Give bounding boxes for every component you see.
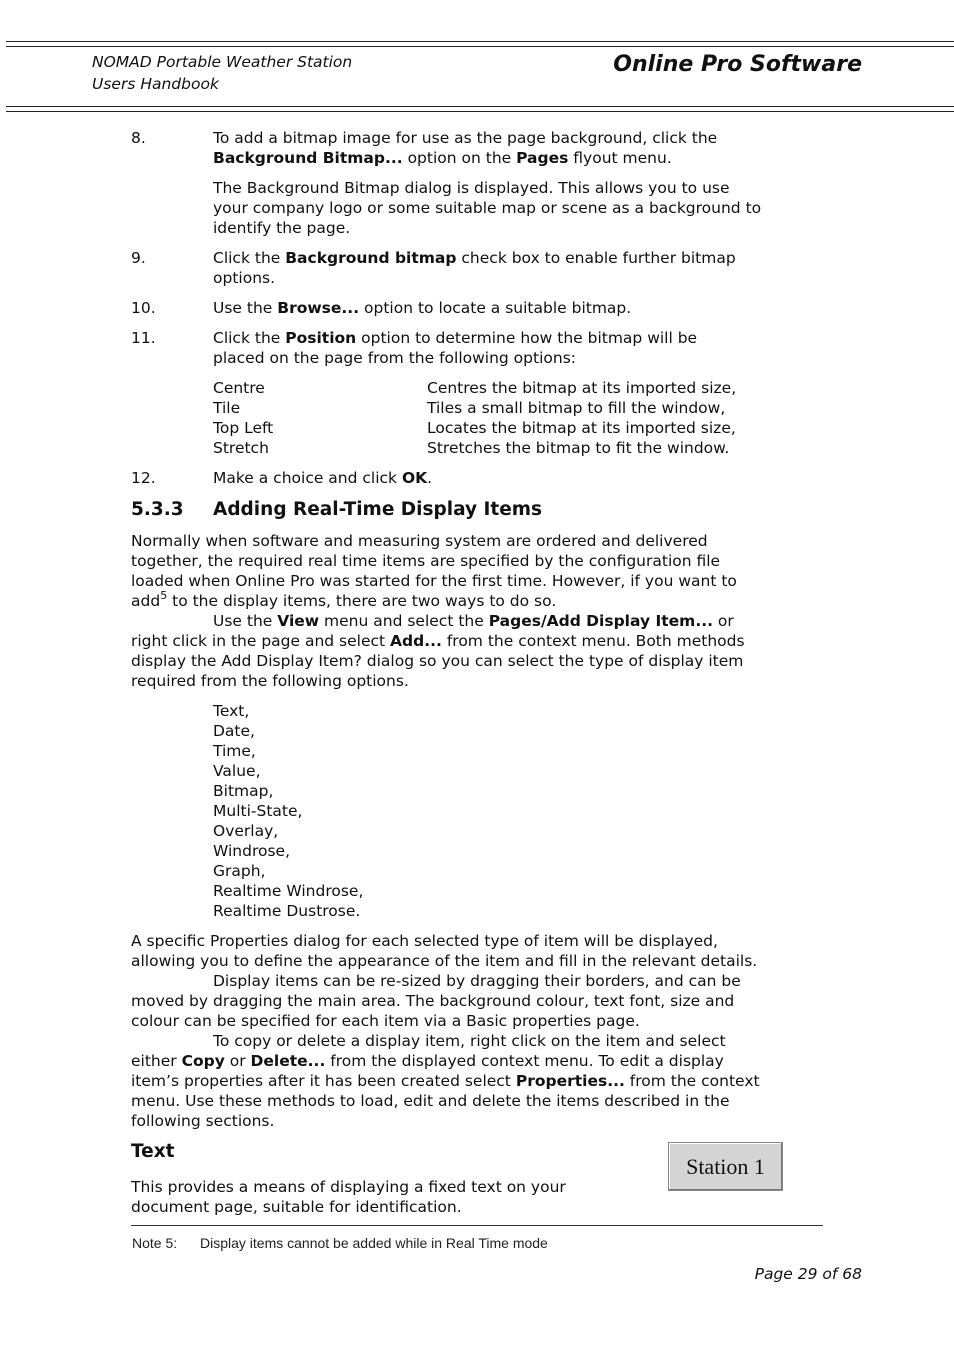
text-part: To copy or delete a display item, right click on the item and select xyxy=(213,1032,726,1050)
step-number: 12. xyxy=(131,469,156,487)
footnote xyxy=(132,1235,548,1251)
step-number: 10. xyxy=(131,299,156,317)
option-name: Background bitmap xyxy=(285,249,457,267)
text-part: or xyxy=(224,1052,251,1070)
menu-name: View xyxy=(277,612,320,630)
menu-name: Pages xyxy=(516,149,569,167)
option-name: Position xyxy=(285,329,357,347)
step-text xyxy=(213,328,697,348)
step-text-part: Make a choice and click xyxy=(213,469,402,487)
item-type: Time, xyxy=(213,742,256,760)
step-text-part: check box to enable further bitmap xyxy=(456,249,736,267)
paragraph-line xyxy=(131,611,831,631)
step-text xyxy=(213,468,432,488)
paragraph-line: This provides a means of displaying a fixed text on your xyxy=(131,1178,566,1196)
header-rule-bottom-2 xyxy=(6,111,954,112)
text-part: to the display items, there are two ways to do so. xyxy=(167,592,557,610)
document-title-line2: Users Handbook xyxy=(92,75,219,93)
header-rule-top-2 xyxy=(6,46,954,47)
step-text-part: To add a bitmap image for use as the page background, click the xyxy=(213,129,718,147)
paragraph-line xyxy=(131,631,831,651)
step-description: The Background Bitmap dialog is displayed. This allows you to use xyxy=(213,179,730,197)
step-number: 9. xyxy=(131,249,146,267)
document-title xyxy=(92,51,352,95)
step-text-part: . xyxy=(427,469,433,487)
item-type: Multi-State, xyxy=(213,802,303,820)
step-text-part: Use the xyxy=(213,299,278,317)
item-type: Realtime Dustrose. xyxy=(213,902,361,920)
page-number: Page 29 of 68 xyxy=(754,1265,862,1283)
item-type: Realtime Windrose, xyxy=(213,882,364,900)
footnote-text: Display items cannot be added while in Real Time mode xyxy=(200,1235,548,1251)
paragraph-line: menu. Use these methods to load, edit and delete the items described in the xyxy=(131,1092,730,1110)
paragraph-line: required from the following options. xyxy=(131,672,409,690)
footnote-label: Note 5: xyxy=(132,1235,178,1251)
paragraph-line: display the Add Display Item? dialog so you can select the type of display item xyxy=(131,652,744,670)
paragraph-line xyxy=(131,1071,831,1091)
paragraph-line: together, the required real time items are specified by the configuration file xyxy=(131,552,721,570)
step-text xyxy=(213,298,631,318)
subsection-heading: Text xyxy=(131,1141,175,1162)
paragraph-line xyxy=(131,1031,831,1051)
paragraph-line xyxy=(131,1051,831,1071)
paragraph-line: allowing you to define the appearance of the item and fill in the relevant details. xyxy=(131,952,758,970)
step-text-part: option on the xyxy=(402,149,517,167)
document-title-line1: NOMAD Portable Weather Station xyxy=(92,53,353,71)
text-part: right click in the page and select xyxy=(131,632,391,650)
step-text: placed on the page from the following options: xyxy=(213,349,576,367)
footnote-reference[interactable]: 5 xyxy=(160,589,168,602)
section-heading xyxy=(131,499,542,520)
menu-option-name: Delete... xyxy=(250,1052,326,1070)
position-option-name: Stretch xyxy=(213,439,269,457)
position-option-name: Centre xyxy=(213,379,265,397)
menu-option-name: Pages/Add Display Item... xyxy=(488,612,713,630)
paragraph-line: A specific Properties dialog for each selected type of item will be displayed, xyxy=(131,932,718,950)
section-heading-title: Adding Real-Time Display Items xyxy=(213,499,543,520)
section-number: 5.3.3 xyxy=(131,499,184,520)
position-option-desc: Locates the bitmap at its imported size, xyxy=(427,419,736,437)
station-label-sample: Station 1 xyxy=(668,1142,783,1191)
position-option-name: Top Left xyxy=(213,419,274,437)
button-name: OK xyxy=(401,469,428,487)
step-text-part: Click the xyxy=(213,249,286,267)
position-option-desc: Stretches the bitmap to fit the window. xyxy=(427,439,730,457)
position-option-desc: Centres the bitmap at its imported size, xyxy=(427,379,737,397)
step-description: identify the page. xyxy=(213,219,351,237)
step-number: 8. xyxy=(131,129,146,147)
text-part: Use the xyxy=(213,612,278,630)
text-part: menu and select the xyxy=(319,612,489,630)
item-type: Value, xyxy=(213,762,261,780)
step-text: options. xyxy=(213,269,276,287)
text-part: either xyxy=(131,1052,182,1070)
paragraph-line xyxy=(131,971,831,991)
paragraph-line: following sections. xyxy=(131,1112,275,1130)
section-title: Online Pro Software xyxy=(613,52,862,77)
menu-option-name: Properties... xyxy=(515,1072,625,1090)
paragraph-line: document page, suitable for identification. xyxy=(131,1198,462,1216)
step-text xyxy=(213,248,736,268)
step-description: your company logo or some suitable map or scene as a background to xyxy=(213,199,762,217)
step-number: 11. xyxy=(131,329,156,347)
option-name: Browse... xyxy=(277,299,360,317)
item-type: Text, xyxy=(213,702,250,720)
item-type: Overlay, xyxy=(213,822,279,840)
item-type: Date, xyxy=(213,722,255,740)
step-text-part: option to locate a suitable bitmap. xyxy=(359,299,632,317)
footnote-divider xyxy=(131,1225,823,1226)
menu-option-name: Copy xyxy=(181,1052,225,1070)
menu-option-name: Add... xyxy=(390,632,442,650)
paragraph-line: loaded when Online Pro was started for the first time. However, if you want to xyxy=(131,572,737,590)
text-part: from the displayed context menu. To edit a display xyxy=(325,1052,724,1070)
paragraph-line: colour can be specified for each item via a Basic properties page. xyxy=(131,1012,640,1030)
text-part: from the context xyxy=(624,1072,760,1090)
item-type: Graph, xyxy=(213,862,266,880)
step-text-part: flyout menu. xyxy=(568,149,672,167)
step-text-part: Click the xyxy=(213,329,286,347)
text-part: from the context menu. Both methods xyxy=(441,632,745,650)
text-part: Display items can be re-sized by dragging their borders, and can be xyxy=(213,972,741,990)
position-option-name: Tile xyxy=(213,399,241,417)
menu-option-name: Background Bitmap... xyxy=(213,149,403,167)
paragraph-line: moved by dragging the main area. The background colour, text font, size and xyxy=(131,992,735,1010)
paragraph-line xyxy=(131,591,831,611)
paragraph-line: Normally when software and measuring system are ordered and delivered xyxy=(131,532,708,550)
item-type: Bitmap, xyxy=(213,782,274,800)
item-type: Windrose, xyxy=(213,842,291,860)
step-text-part: option to determine how the bitmap will be xyxy=(356,329,698,347)
header-rule-top xyxy=(6,41,954,42)
step-text xyxy=(213,148,672,168)
header-rule-bottom xyxy=(6,106,954,107)
position-option-desc: Tiles a small bitmap to fill the window, xyxy=(427,399,726,417)
text-part: add xyxy=(131,592,161,610)
text-part: or xyxy=(712,612,734,630)
step-text xyxy=(213,128,717,148)
text-part: item’s properties after it has been created select xyxy=(131,1072,516,1090)
